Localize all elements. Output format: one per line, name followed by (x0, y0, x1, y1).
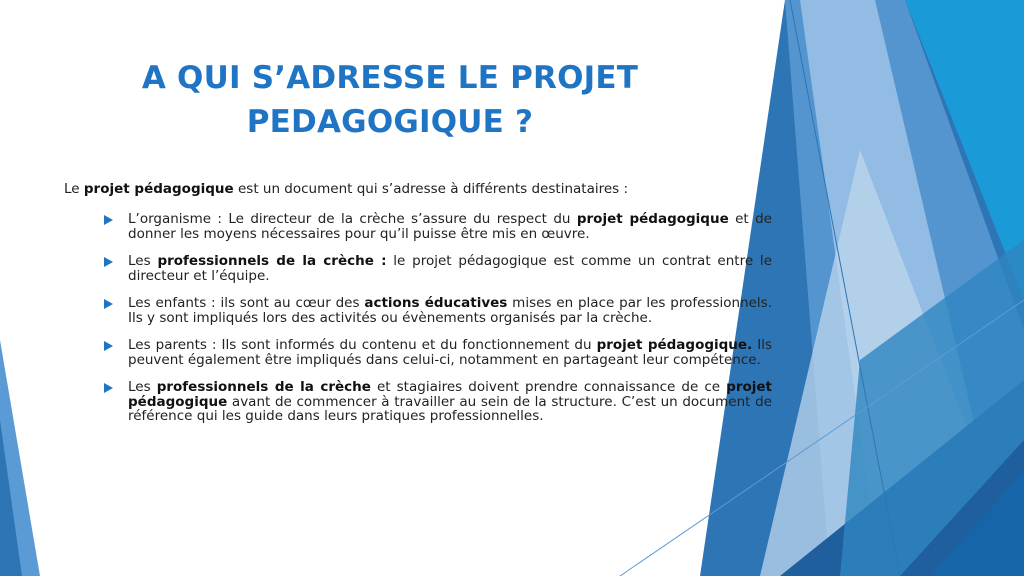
title-line: A QUI S’ADRESSE LE PROJET (141, 60, 639, 96)
intro-text: est un document qui s’adresse à différents destinataires : (233, 181, 629, 197)
bullet-text (128, 296, 772, 325)
bullet-bold-text: actions éducatives (364, 295, 508, 311)
triangle-bullet-icon (104, 215, 113, 225)
bullet-segment: et stagiaires doivent prendre connaissance de ce (370, 379, 727, 395)
bullet-text (128, 380, 772, 424)
list-item (104, 380, 772, 424)
triangle-bullet-icon (104, 257, 113, 267)
bullet-bold-text: professionnels de la crèche : (157, 253, 387, 269)
bullet-segment: Ils peuvent également être impliqués dans celui-ci, notamment en partageant leur compétence. (128, 337, 772, 368)
bullet-text (128, 212, 772, 241)
triangle-bullet-icon (104, 383, 113, 393)
intro-paragraph (64, 181, 784, 197)
triangle-bullet-icon (104, 341, 113, 351)
bullet-list (104, 212, 772, 437)
bullet-bold-text: projet pédagogique (576, 211, 729, 227)
bullet-bold-text: projet pédagogique. (596, 337, 753, 353)
bullet-segment: avant de commencer à travailler au sein de la structure. C’est un document de référence qui les guide dans leurs pratiques professionnelles. (128, 393, 772, 424)
list-item (104, 338, 772, 367)
intro-bold-text: projet pédagogique (83, 181, 234, 197)
bullet-segment: L’organisme : Le directeur de la crèche s’assure du respect du (128, 211, 577, 227)
list-item (104, 254, 772, 283)
title-line: PEDAGOGIQUE ? (246, 104, 534, 140)
page-title (90, 56, 690, 144)
triangle-bullet-icon (104, 299, 113, 309)
list-item (104, 212, 772, 241)
bullet-segment: Les (128, 253, 158, 269)
bullet-text (128, 254, 772, 283)
bullet-segment: Les (128, 379, 157, 395)
bullet-bold-text: professionnels de la crèche (156, 379, 371, 395)
intro-text: Le (64, 181, 84, 197)
bullet-segment: le projet pédagogique est comme un contrat entre le directeur et l’équipe. (128, 253, 772, 284)
bullet-segment: Les parents : Ils sont informés du contenu et du fonctionnement du (128, 337, 597, 353)
list-item (104, 296, 772, 325)
bullet-text (128, 338, 772, 367)
bullet-segment: mises en place par les professionnels. Ils y sont impliqués lors des activités ou évènements organisés par la crèche. (128, 295, 772, 326)
bullet-segment: et de donner les moyens nécessaires pour qu’il puisse être mis en œuvre. (128, 211, 772, 242)
bullet-bold-text: projet pédagogique (128, 379, 773, 410)
bullet-segment: Les enfants : ils sont au cœur des (128, 295, 365, 311)
